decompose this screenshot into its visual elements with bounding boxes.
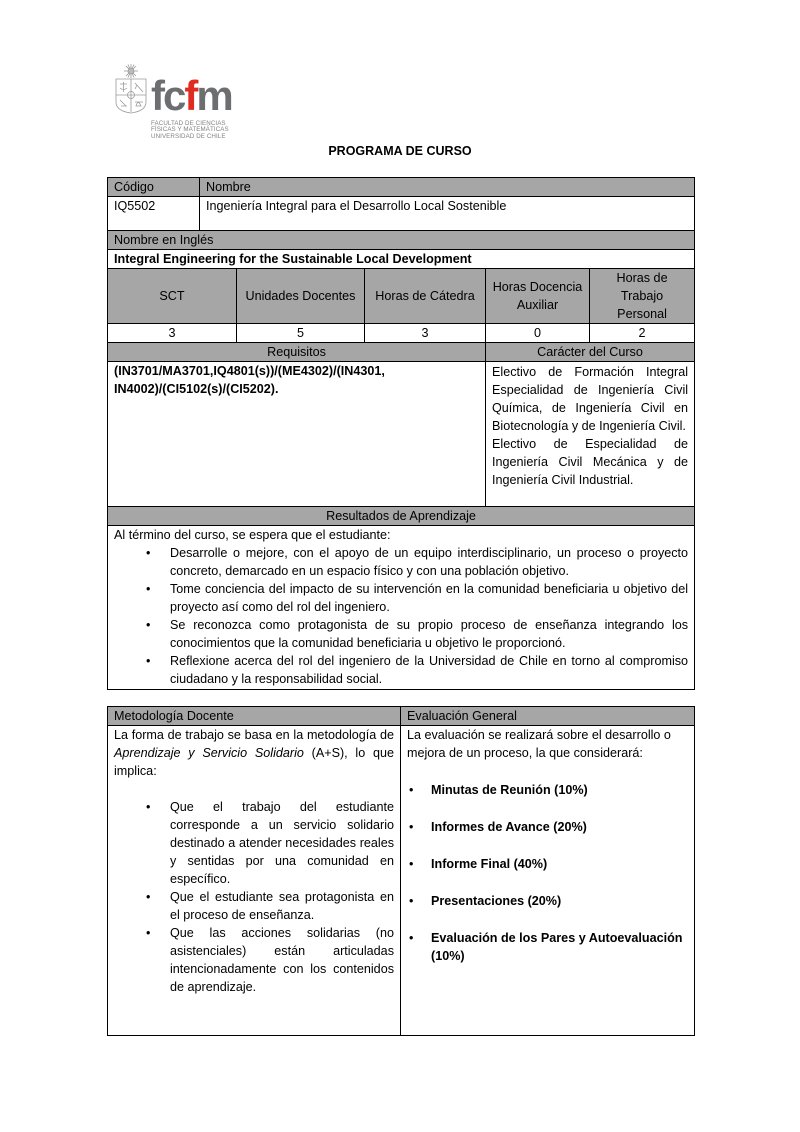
- personal-work-hours-header: Horas de Trabajo Personal: [590, 269, 695, 324]
- outcome-item: • Se reconozca como protagonista de su propio proceso de enseñanza integrando los conocimientos que la comunidad beneficiaria u objetivo le proporcionó.: [170, 616, 688, 652]
- course-character-label: Carácter del Curso: [486, 343, 695, 362]
- document-title: PROGRAMA DE CURSO: [328, 144, 472, 158]
- personal-work-hours-value: 2: [590, 324, 695, 343]
- outcome-item: • Desarrolle o mejore, con el apoyo de un equipo interdisciplinario, un proceso o proyecto concreto, demarcado en un espacio físico y con una población objetivo.: [170, 544, 688, 580]
- requirements-value: (IN3701/MA3701,IQ4801(s))/(ME4302)/(IN4301,IN4002)/(CI5102(s)/(CI5202).: [108, 362, 486, 507]
- methodology-list: [114, 798, 394, 996]
- university-coat-of-arms-icon: [113, 62, 149, 114]
- methodology-label: Metodología Docente: [108, 707, 401, 726]
- english-name-label: Nombre en Inglés: [108, 231, 695, 250]
- course-english-name: Integral Engineering for the Sustainable Local Development: [108, 250, 695, 269]
- teaching-units-header: Unidades Docentes: [237, 269, 365, 324]
- evaluation-list: [407, 781, 688, 965]
- wordmark-prefix: fc: [151, 72, 185, 119]
- outcomes-intro: Al término del curso, se espera que el estudiante:: [114, 528, 391, 542]
- evaluation-item: • Informe Final (40%): [431, 855, 688, 873]
- faculty-line: FÍSICAS Y MATEMÁTICAS: [151, 126, 229, 134]
- evaluation-content: [401, 726, 695, 1036]
- course-code: IQ5502: [108, 197, 200, 231]
- intro-text: La forma de trabajo se basa en la metodología de: [114, 728, 394, 742]
- methodology-evaluation-table: [107, 706, 695, 1036]
- course-character-value: [486, 362, 695, 507]
- intro-text: (A+S), lo que implica:: [114, 746, 394, 778]
- fcfm-logo: [113, 62, 243, 142]
- auxiliary-hours-value: 0: [486, 324, 590, 343]
- methodology-intro: [114, 726, 394, 780]
- character-paragraph: Electivo de Formación Integral Especialidad de Ingeniería Civil Química, de Ingeniería Civil en Biotecnología y de Ingeniería Civil.: [492, 365, 689, 433]
- faculty-name: [151, 121, 251, 140]
- university-line: UNIVERSIDAD DE CHILE: [151, 132, 226, 140]
- character-paragraph: Electivo de Especialidad de Ingeniería Civil Mecánica y de Ingeniería Civil Industrial.: [492, 437, 689, 487]
- sct-header: SCT: [108, 269, 237, 324]
- outcome-item: • Reflexione acerca del rol del ingeniero de la Universidad de Chile en torno al compromiso ciudadano y la responsabilidad social.: [170, 652, 688, 688]
- methodology-content: [108, 726, 401, 1036]
- learning-outcomes: [108, 526, 695, 690]
- faculty-line: FACULTAD DE CIENCIAS: [151, 120, 226, 127]
- code-label: Código: [108, 178, 200, 197]
- teaching-units-value: 5: [237, 324, 365, 343]
- evaluation-intro: La evaluación se realizará sobre el desarrollo o mejora de un proceso, la que considerará:: [407, 728, 671, 760]
- requirements-label: Requisitos: [108, 343, 486, 362]
- auxiliary-hours-header: Horas Docencia Auxiliar: [486, 269, 590, 324]
- evaluation-item: • Minutas de Reunión (10%): [431, 781, 688, 799]
- learning-outcomes-label: Resultados de Aprendizaje: [108, 507, 695, 526]
- fcfm-wordmark: [151, 72, 232, 119]
- name-label: Nombre: [200, 178, 695, 197]
- course-info-table: [107, 177, 695, 690]
- lecture-hours-header: Horas de Cátedra: [365, 269, 486, 324]
- lecture-hours-value: 3: [365, 324, 486, 343]
- methodology-item: • Que el estudiante sea protagonista en el proceso de enseñanza.: [170, 888, 394, 924]
- wordmark-suffix: m: [196, 72, 232, 119]
- evaluation-item: • Presentaciones (20%): [431, 892, 688, 910]
- outcome-item: • Tome conciencia del impacto de su intervención en la comunidad beneficiaria u objetivo del proyecto así como del rol del ingeniero.: [170, 580, 688, 616]
- course-name: Ingeniería Integral para el Desarrollo Local Sostenible: [200, 197, 695, 231]
- evaluation-item: • Informes de Avance (20%): [431, 818, 688, 836]
- evaluation-label: Evaluación General: [401, 707, 695, 726]
- evaluation-item: • Evaluación de los Pares y Autoevaluación (10%): [431, 929, 688, 965]
- wordmark-accent: f: [184, 72, 197, 119]
- sct-value: 3: [108, 324, 237, 343]
- methodology-item: • Que las acciones solidarias (no asistenciales) están articuladas intencionadamente con los contenidos de aprendizaje.: [170, 924, 394, 996]
- methodology-name: Aprendizaje y Servicio Solidario: [114, 746, 304, 760]
- methodology-item: • Que el trabajo del estudiante corresponde a un servicio solidario destinado a atender necesidades reales y sentidas por una comunidad en específico.: [170, 798, 394, 888]
- outcomes-list: [114, 544, 688, 688]
